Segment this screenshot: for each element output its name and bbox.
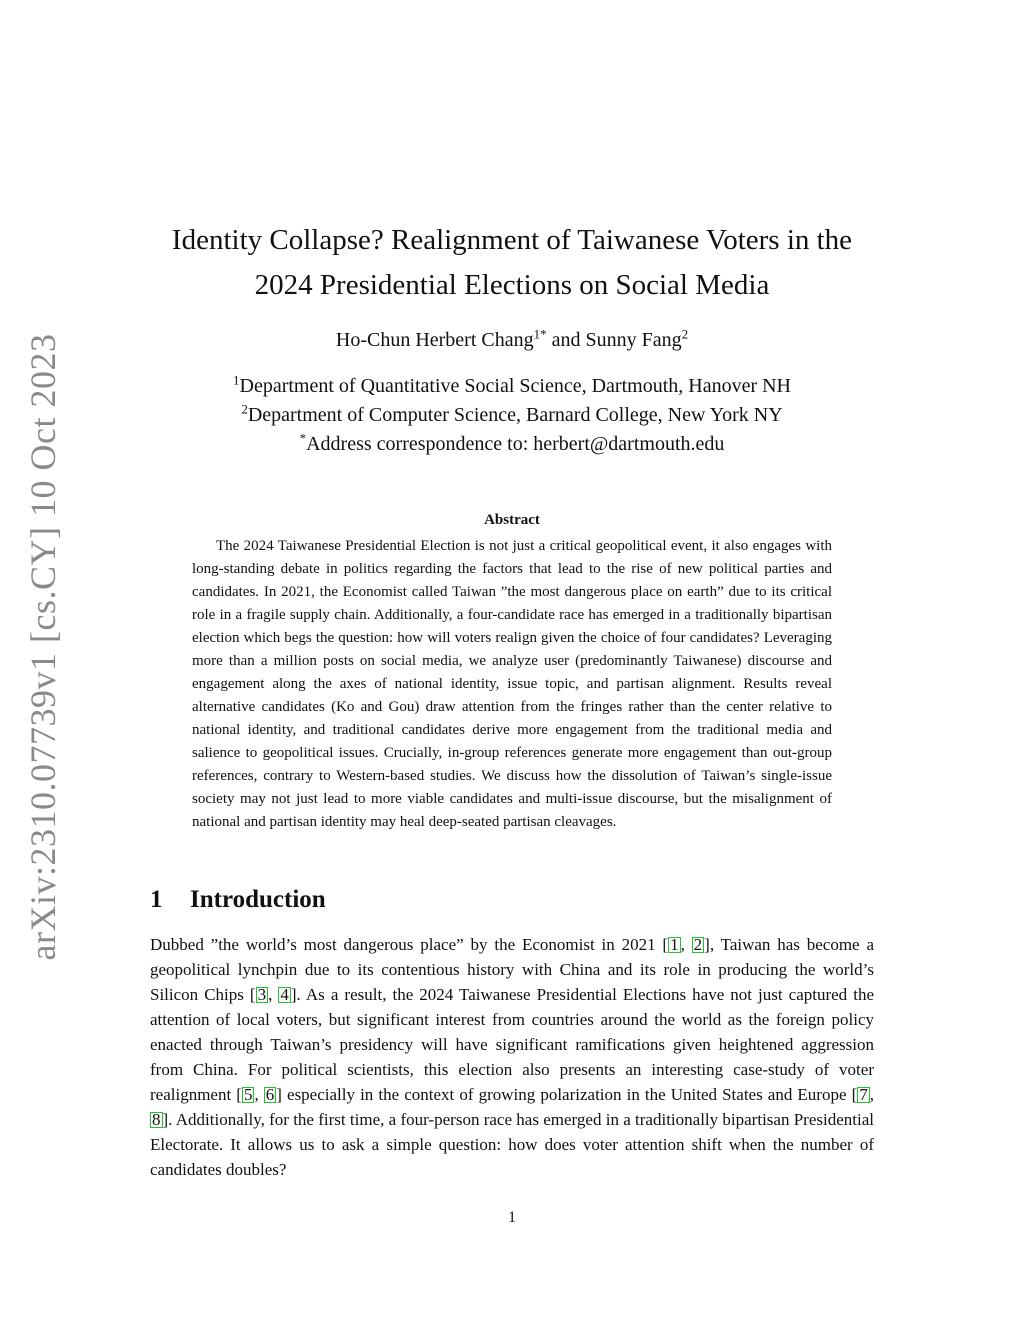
affiliation-list — [140, 372, 884, 459]
author-list — [140, 327, 884, 353]
title-line-1: Identity Collapse? Realignment of Taiwanese Voters in the — [171, 224, 853, 256]
section-title: Introduction — [190, 886, 326, 913]
intro-text: , — [680, 935, 692, 954]
citation-link[interactable]: 2 — [693, 935, 703, 954]
affiliation-line — [140, 401, 884, 430]
intro-text: , — [869, 1085, 874, 1104]
affiliation-mark: 1 — [233, 372, 240, 388]
citation-link[interactable]: 1 — [670, 935, 679, 954]
page-number: 1 — [508, 1209, 516, 1226]
intro-text: , — [268, 985, 279, 1004]
citation-link[interactable]: 7 — [859, 1085, 868, 1104]
intro-text: , — [254, 1085, 264, 1104]
correspondence-text: Address correspondence to: herbert@dartmouth.edu — [306, 433, 725, 455]
intro-text: ]. As a result, the 2024 Taiwanese Presidential Elections have not just captured the attention of local voters, but significant interest from countries around the world as the foreign policy enacted through Taiwan’s presidency will have significant ramifications given heightened aggression from China. For political scientists, this election also presents an interesting case-study of voter realignment [ — [150, 985, 874, 1104]
author-name: Sunny Fang — [585, 329, 682, 351]
author-connector: and — [546, 329, 586, 351]
abstract-heading: Abstract — [484, 512, 540, 528]
affiliation-mark: * — [299, 430, 307, 446]
citation-link[interactable]: 4 — [280, 985, 289, 1004]
citation-link[interactable]: 5 — [243, 1085, 253, 1104]
correspondence-line — [140, 430, 884, 459]
author-affiliation-mark: 1* — [533, 326, 547, 342]
intro-text: ]. Additionally, for the first time, a four-person race has emerged in a traditionally bipartisan Presidential Electorate. It allows us to ask a simple question: how does voter attention shift when the number of candidates doubles? — [150, 1110, 874, 1179]
author-name: Ho-Chun Herbert Chang — [335, 329, 534, 351]
affiliation-line — [140, 372, 884, 401]
affiliation-text: Department of Computer Science, Barnard College, New York NY — [247, 404, 783, 426]
affiliation-mark: 2 — [241, 401, 248, 417]
arxiv-identifier: arXiv:2310.07739v1 [cs.CY] 10 Oct 2023 — [23, 333, 63, 961]
citation-link[interactable]: 3 — [257, 985, 267, 1004]
introduction-paragraph — [150, 932, 874, 1182]
abstract-text: The 2024 Taiwanese Presidential Election is not just a critical geopolitical event, it also engages with long-standing debate in politics regarding the factors that lead to the rise of new political parties and candidates. In 2021, the Economist called Taiwan ”the most dangerous place on earth” due to its critical role in a fragile supply chain. Additionally, a four-candidate race has emerged in a traditionally bipartisan election which begs the question: how will voters realign given the choice of four candidates? Leveraging more than a million posts on social media, we analyze user (predominantly Taiwanese) discourse and engagement along the axes of national identity, issue topic, and partisan alignment. Results reveal alternative candidates (Ko and Gou) draw attention from the fringes rather than the center relative to national identity, and traditional candidates derive more engagement from the traditional media and salience to geopolitical issues. Crucially, in-group references generate more engagement than out-group references, contrary to Western-based studies. We discuss how the dissolution of Taiwan’s single-issue society may not just lead to more viable candidates and multi-issue discourse, but the misalignment of national and partisan identity may heal deep-seated partisan cleavages. — [192, 538, 832, 830]
author-affiliation-mark: 2 — [681, 326, 689, 342]
section-number: 1 — [150, 886, 163, 913]
title-line-2: 2024 Presidential Elections on Social Media — [254, 269, 770, 301]
paper-title — [140, 218, 884, 308]
arxiv-stamp — [18, 0, 68, 1325]
intro-text: ] especially in the context of growing polarization in the United States and Europe [ — [276, 1085, 858, 1104]
affiliation-text: Department of Quantitative Social Science, Dartmouth, Hanover NH — [239, 375, 791, 397]
intro-text: Dubbed ”the world’s most dangerous place” by the Economist in 2021 [ — [150, 935, 669, 954]
citation-link[interactable]: 6 — [265, 1085, 275, 1104]
intro-text: ], Taiwan has become a geopolitical lynchpin due to its contentious history with China and its role in producing the world’s Silicon Chips [ — [150, 935, 874, 1004]
section-heading — [150, 884, 750, 916]
citation-link[interactable]: 8 — [152, 1110, 161, 1129]
